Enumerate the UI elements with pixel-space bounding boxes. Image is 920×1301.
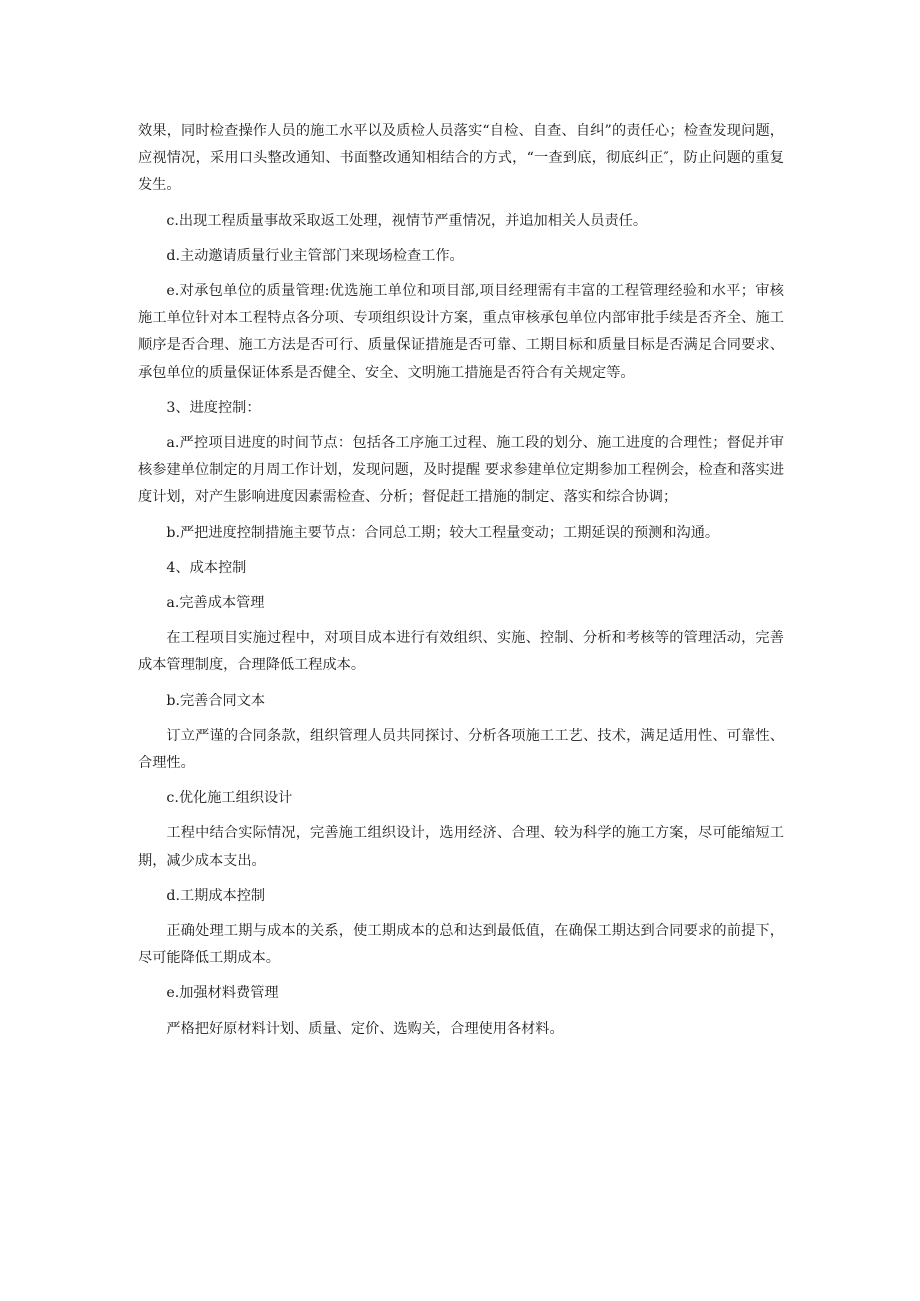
paragraph-progress-timeline: a.严控项目进度的时间节点：包括各工序施工过程、施工段的划分、施工进度的合理性；督促并审核参建单位制定的月周工作计划，发现问题，及时提醒 要求参建单位定期参加工程例会，检查和落实进度计划，对产生影响进度因素需检查、分析；督促赶工措施的制定、落实和综合协调； [138,435,784,506]
paragraph-gap [138,972,784,980]
paragraph-gap [138,582,784,590]
section-heading-cost-control: 4、成本控制 [166,559,247,576]
paragraph-quality-inspection-continued: 效果，同时检查操作人员的施工水平以及质检人员落实“自检、自查、自纠”的责任心；检查发现问题，应视情况，采用口头整改通知、书面整改通知相结合的方式，“一查到底，彻底纠正″，防止问题的重复发生。 [138,123,784,194]
paragraph-invite-inspection: d.主动邀请质量行业主管部门来现场检查工作。 [166,247,464,264]
subheading-contract-text: b.完善合同文本 [166,692,266,709]
paragraph-cost-management: 在工程项目实施过程中，对项目成本进行有效组织、实施、控制、分析和考核等的管理活动，完善成本管理制度，合理降低工程成本。 [138,630,784,674]
section-heading-progress-control: 3、进度控制： [166,399,261,416]
document-page [138,118,784,1043]
paragraph-gap [138,422,784,430]
paragraph-gap [138,680,784,688]
paragraph-gap [138,812,784,820]
paragraph-contract-text: 订立严谨的合同条款，组织管理人员共同探讨、分析各项施工工艺、技术，满足适用性、可靠性、合理性。 [138,727,784,772]
paragraph-schedule-cost: 正确处理工期与成本的关系，使工期成本的总和达到最低值，在确保工期达到合同要求的前提下，尽可能降低工期成本。 [138,923,784,967]
paragraph-gap [138,1008,784,1016]
paragraph-gap [138,777,784,785]
paragraph-quality-accident: c.出现工程质量事故采取返工处理，视情节严重情况，并追加相关人员责任。 [166,212,648,229]
subheading-schedule-cost: d.工期成本控制 [166,887,266,904]
paragraph-gap [138,200,784,208]
paragraph-contractor-quality: e.对承包单位的质量管理:优选施工单位和项目部,项目经理需有丰富的工程管理经验和水平；审核施工单位针对本工程特点各分项、专项组织设计方案，重点审核承包单位内部审批手续是否齐全、施工顺序是否合理、施工方法是否可行、质量保证措施是否可靠、工期目标和质量目标是否满足合同要求、承包单位的质量保证体系是否健全、安全、文明施工措施是否符合有关规定等。 [138,283,784,381]
paragraph-gap [138,512,784,520]
paragraph-gap [138,617,784,625]
paragraph-progress-nodes: b.严把进度控制措施主要节点：合同总工期；较大工程量变动；工期延误的预测和沟通。 [166,524,720,541]
subheading-cost-management: a.完善成本管理 [166,595,265,612]
subheading-material-cost: e.加强材料费管理 [166,985,279,1002]
paragraph-gap [138,715,784,723]
paragraph-gap [138,235,784,243]
paragraph-gap [138,270,784,278]
paragraph-gap [138,387,784,395]
paragraph-gap [138,910,784,918]
paragraph-gap [138,875,784,883]
subheading-construction-design: c.优化施工组织设计 [166,790,293,807]
paragraph-material-cost: 严格把好原材料计划、质量、定价、选购关，合理使用各材料。 [166,1020,564,1037]
paragraph-gap [138,547,784,555]
paragraph-construction-design: 工程中结合实际情况，完善施工组织设计，选用经济、合理、较为科学的施工方案，尽可能缩短工期，减少成本支出。 [138,825,784,869]
